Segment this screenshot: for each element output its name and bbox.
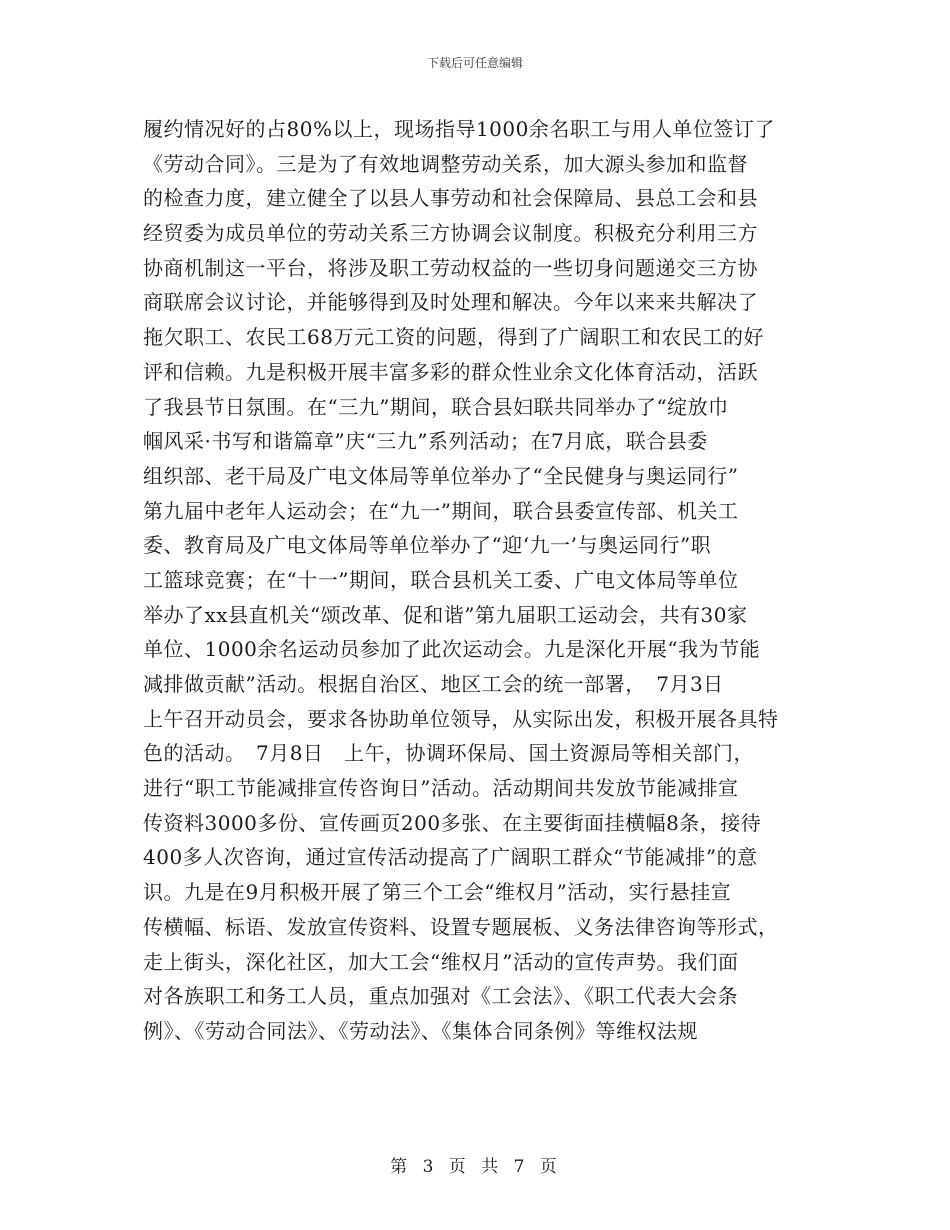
text-line: 的检查力度，建立健全了以县人事劳动和社会保障局、县总工会和县 (143, 186, 758, 211)
text-line: 拖欠职工、农民工68万元工资的问题，得到了广阔职工和农民工的好 (143, 325, 764, 350)
text-line: 色的活动。 7月8日 上午，协调环保局、国土资源局等相关部门， (143, 741, 754, 766)
text-line: 上午召开动员会，要求各协助单位领导，从实际出发，积极开展各具特 (143, 706, 779, 731)
text-line: 评和信赖。九是积极开展丰富多彩的群众性业余文化体育活动，活跃 (143, 359, 758, 384)
text-line: 传资料3000多份、宣传画页200多张、在主要街面挂横幅8条，接待 (143, 810, 762, 835)
text-line: 《劳动合同》。三是为了有效地调整劳动关系，加大源头参加和监督 (143, 151, 748, 176)
text-line: 协商机制这一平台，将涉及职工劳动权益的一些切身问题递交三方协 (143, 255, 758, 280)
text-line: 履约情况好的占80%以上，现场指导1000余名职工与用人单位签订了 (143, 117, 775, 141)
text-line: 走上街头，深化社区，加大工会“维权月”活动的宣传声势。我们面 (143, 949, 739, 974)
text-line: 减排做贡献”活动。根据自治区、地区工会的统一部署， 7月3日 (143, 672, 724, 696)
text-line: 识。九是在9月积极开展了第三个工会“维权月”活动，实行悬挂宣 (143, 880, 732, 905)
text-line: 传横幅、标语、发放宣传资料、设置专题展板、义务法律咨询等形式， (143, 914, 779, 939)
text-line: 经贸委为成员单位的劳动关系三方协调会议制度。积极充分利用三方 (143, 221, 758, 246)
text-line: 对各族职工和务工人员，重点加强对《工会法》、《职工代表大会条 (143, 984, 738, 1009)
text-line: 帼风采·书写和谐篇章”庆“三九”系列活动；在7月底，联合县委 (143, 429, 708, 454)
text-line: 组织部、老干局及广电文体局等单位举办了“全民健身与奥运同行” (143, 463, 739, 488)
document-body (143, 112, 823, 1049)
text-line: 例》、《劳动合同法》、《劳动法》、《集体合同条例》等维权法规 (143, 1018, 698, 1043)
page-header-note: 下载后可任意编辑 (426, 56, 523, 70)
text-line: 400多人次咨询，通过宣传活动提高了广阔职工群众“节能减排”的意 (143, 845, 758, 870)
text-line: 委、教育局及广电文体局等单位举办了“迎‘九一’与奥运同行”职 (143, 533, 712, 558)
text-line: 举办了xx县直机关“颂改革、促和谐”第九届职工运动会，共有30家 (143, 602, 748, 627)
text-line: 单位、1000余名运动员参加了此次运动会。九是深化开展“我为节能 (143, 637, 761, 662)
text-line: 第九届中老年人运动会；在“九一”期间，联合县委宣传部、机关工 (143, 498, 739, 523)
text-line: 进行“职工节能减排宣传咨询日”活动。活动期间共发放节能减排宣 (143, 776, 739, 801)
text-line: 了我县节日氛围。在“三九”期间，联合县妇联共同举办了“绽放巾 (143, 394, 729, 419)
text-line: 商联席会议讨论，并能够得到及时处理和解决。今年以来来共解决了 (143, 290, 758, 315)
text-line: 工篮球竞赛；在“十一”期间，联合县机关工委、广电文体局等单位 (143, 567, 739, 592)
page-number-footer: 第 3 页 共 7 页 (390, 1157, 560, 1177)
